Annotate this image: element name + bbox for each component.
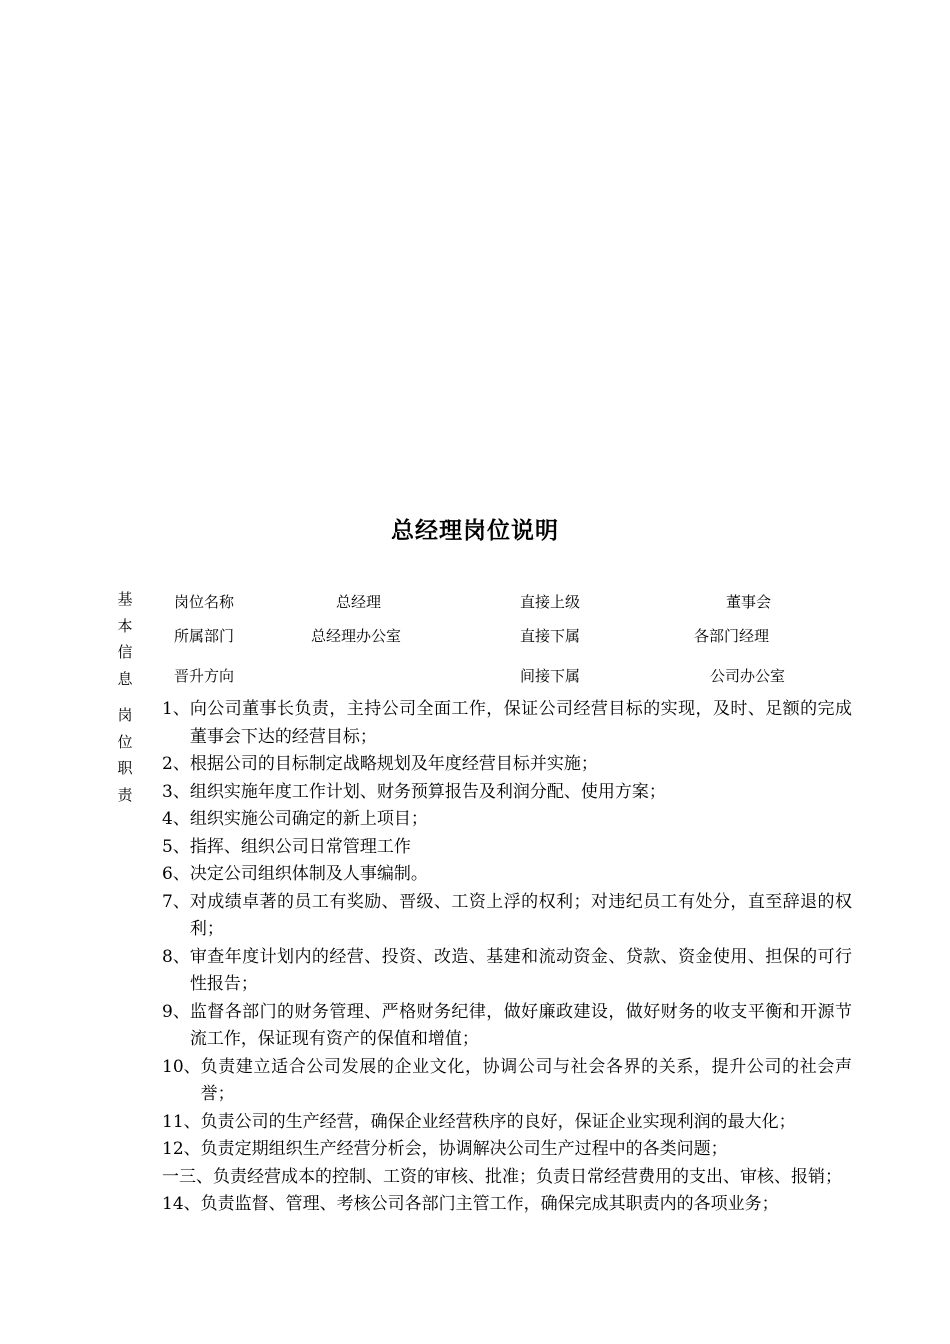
info-value-position-name: 总经理 (336, 593, 382, 611)
duties-list (162, 696, 852, 1219)
info-label-direct-superior: 直接上级 (520, 593, 581, 611)
duty-item (162, 1164, 852, 1192)
duty-item (162, 1191, 852, 1219)
duty-number: 1、 (162, 699, 190, 719)
duty-number: 5、 (162, 836, 190, 857)
duty-item (162, 861, 852, 889)
info-value-direct-superior: 董事会 (726, 593, 772, 611)
side-char: 基 (117, 590, 133, 608)
info-label-position-name: 岗位名称 (174, 593, 235, 611)
duty-text: 负责监督、管理、考核公司各部门主管工作，确保完成其职责内的各项业务； (200, 1194, 779, 1214)
duty-item (162, 834, 852, 862)
duty-item (162, 889, 852, 944)
duty-number: 9、 (162, 1001, 190, 1022)
duty-text: 根据公司的目标制定战略规划及年度经营目标并实施； (189, 754, 598, 774)
info-value-department: 总经理办公室 (311, 627, 402, 645)
duty-number: 4、 (162, 809, 190, 829)
duty-number: 10、 (162, 1056, 201, 1077)
duty-number: 12、 (162, 1139, 201, 1159)
duty-text: 负责定期组织生产经营分析会，协调解决公司生产过程中的各类问题； (200, 1139, 728, 1159)
info-label-promotion: 晋升方向 (174, 667, 235, 685)
info-label-direct-subordinate: 直接下属 (520, 627, 581, 645)
info-value-indirect-subordinate: 公司办公室 (710, 667, 786, 685)
document-title: 总经理岗位说明 (391, 518, 559, 544)
basic-info-side-label (116, 586, 134, 692)
side-char: 岗 (117, 706, 133, 724)
duty-number: 3、 (162, 781, 190, 802)
info-label-indirect-subordinate: 间接下属 (520, 667, 581, 685)
duty-text: 审查年度计划内的经营、投资、改造、基建和流动资金、贷款、资金使用、担保的可行性报告； (189, 946, 852, 994)
duty-text: 组织实施公司确定的新上项目； (189, 809, 428, 829)
side-char: 息 (117, 669, 133, 688)
duty-item (162, 1109, 852, 1137)
duty-text: 组织实施年度工作计划、财务预算报告及利润分配、使用方案； (189, 781, 666, 802)
duty-text: 负责建立适合公司发展的企业文化，协调公司与社会各界的关系，提升公司的社会声誉； (200, 1056, 852, 1104)
duty-text: 负责经营成本的控制、工资的审核、批准；负责日常经营费用的支出、审核、报销； (213, 1166, 842, 1187)
duty-number: 6、 (162, 864, 190, 884)
duty-item (162, 1054, 852, 1109)
side-char: 责 (117, 785, 133, 804)
duty-number: 11、 (162, 1111, 201, 1132)
duty-number: 7、 (162, 891, 190, 912)
duty-item (162, 999, 852, 1054)
duty-text: 向公司董事长负责，主持公司全面工作，保证公司经营目标的实现，及时、足额的完成董事会下达的经营目标； (189, 699, 852, 747)
info-label-department: 所属部门 (174, 627, 235, 645)
duty-text: 决定公司组织体制及人事编制。 (189, 864, 428, 884)
duty-number: 一三、 (162, 1166, 213, 1187)
duty-item (162, 779, 852, 807)
duty-item (162, 806, 852, 834)
duty-text: 监督各部门的财务管理、严格财务纪律，做好廉政建设，做好财务的收支平衡和开源节流工作，保证现有资产的保值和增值； (189, 1001, 852, 1049)
duty-number: 2、 (162, 754, 190, 774)
duty-item (162, 696, 852, 751)
side-char: 职 (117, 759, 133, 777)
side-char: 本 (117, 616, 133, 635)
info-value-direct-subordinate: 各部门经理 (694, 627, 770, 645)
duty-text: 对成绩卓著的员工有奖励、晋级、工资上浮的权利；对违纪员工有处分，直至辞退的权利； (189, 891, 852, 939)
duty-item (162, 751, 852, 779)
duty-number: 8、 (162, 946, 190, 967)
duties-side-label (116, 702, 134, 808)
duty-text: 负责公司的生产经营，确保企业经营秩序的良好，保证企业实现利润的最大化； (200, 1111, 796, 1132)
duty-item (162, 1136, 852, 1164)
duty-text: 指挥、组织公司日常管理工作 (189, 836, 411, 857)
duty-item (162, 944, 852, 999)
side-char: 位 (117, 732, 133, 751)
duty-number: 14、 (162, 1194, 201, 1214)
side-char: 信 (117, 643, 133, 661)
